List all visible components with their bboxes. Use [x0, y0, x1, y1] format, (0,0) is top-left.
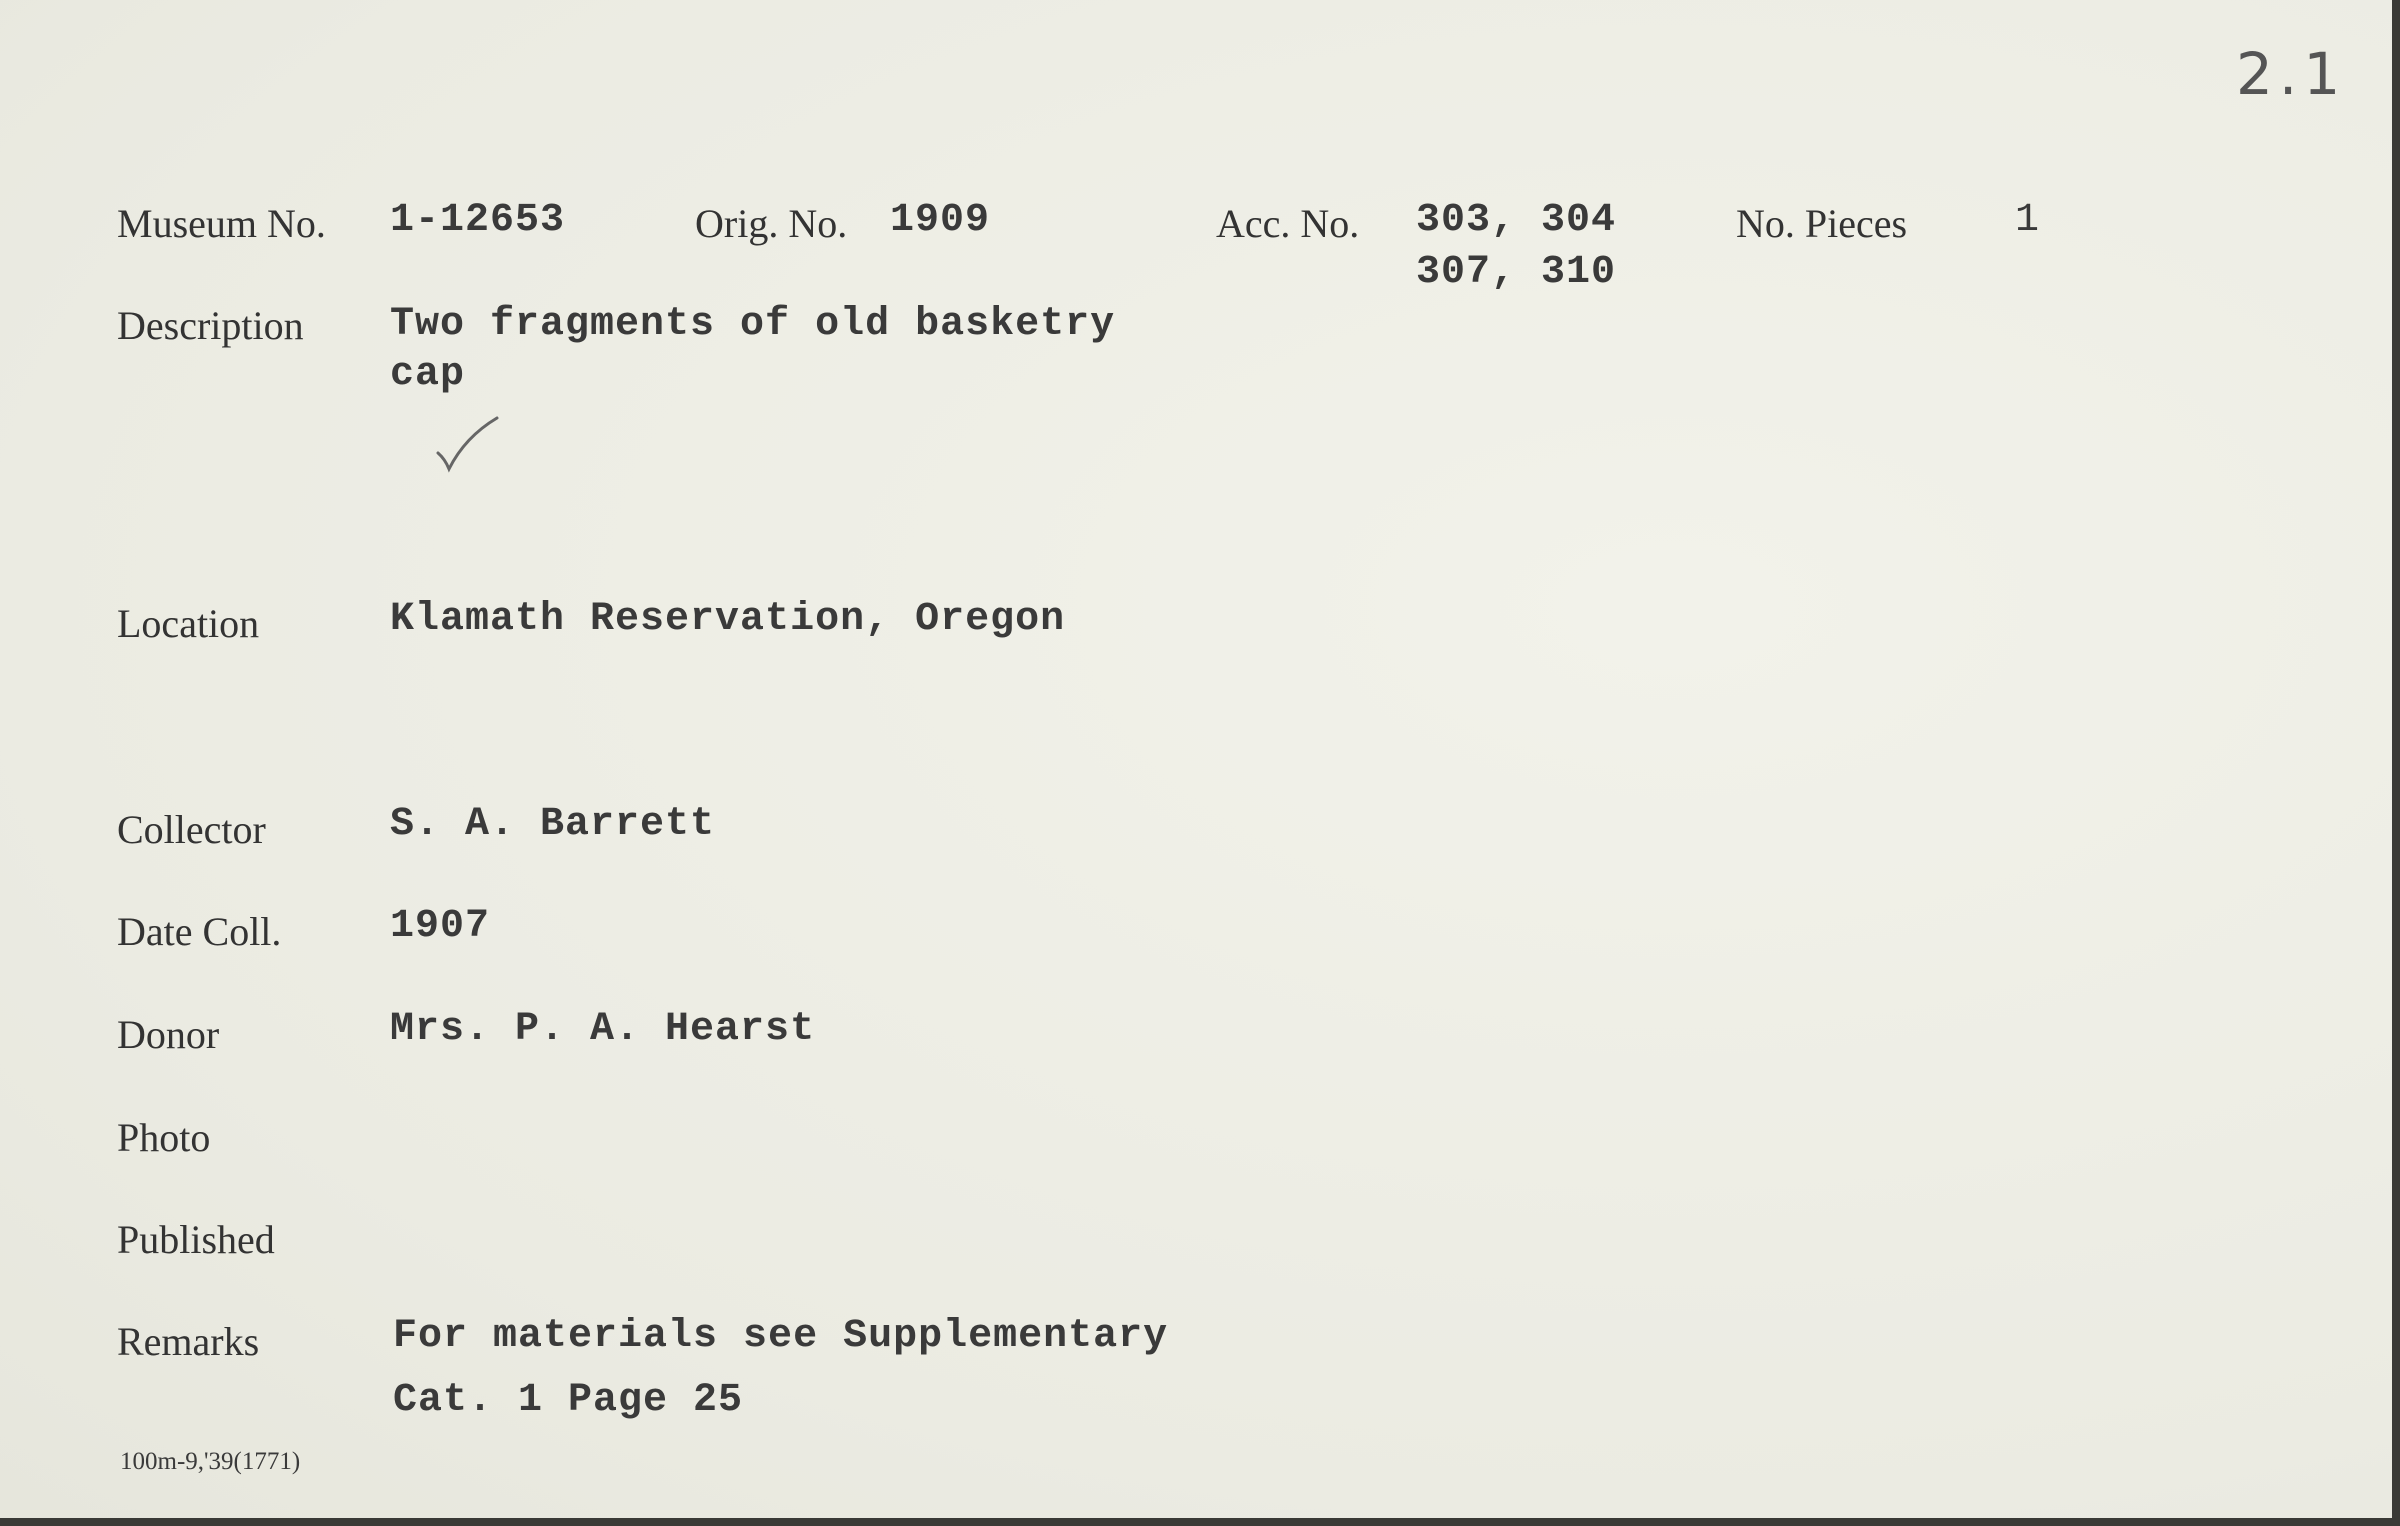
checkmark-icon [435, 415, 505, 475]
description-value-line1: Two fragments of old basketry [390, 302, 1116, 347]
remarks-label: Remarks [117, 1319, 260, 1364]
collector-label: Collector [117, 807, 266, 852]
donor-value: Mrs. P. A. Hearst [390, 1007, 816, 1052]
acc-no-label: Acc. No. [1216, 201, 1360, 246]
no-pieces-label: No. Pieces [1736, 201, 1908, 246]
remarks-value-line1: For materials see Supplementary [393, 1314, 1169, 1359]
location-label: Location [117, 601, 260, 646]
museum-no-value: 1-12653 [390, 198, 566, 243]
orig-no-value: 1909 [890, 198, 991, 243]
museum-no-label: Museum No. [117, 201, 326, 246]
remarks-value-line2: Cat. 1 Page 25 [393, 1378, 744, 1423]
acc-no-value-line1: 303, 304 [1416, 198, 1617, 243]
location-value: Klamath Reservation, Oregon [390, 597, 1066, 642]
form-code: 100m-9,'39(1771) [120, 1448, 301, 1475]
description-value-line2: cap [390, 352, 466, 397]
date-coll-value: 1907 [390, 904, 491, 949]
photo-label: Photo [117, 1115, 211, 1160]
no-pieces-value: 1 [2015, 198, 2041, 243]
corner-mark: 2.1 [2236, 40, 2347, 108]
collector-value: S. A. Barrett [390, 802, 716, 847]
acc-no-value-line2: 307, 310 [1416, 250, 1617, 295]
orig-no-label: Orig. No. [695, 201, 848, 246]
donor-label: Donor [117, 1012, 220, 1057]
description-label: Description [117, 303, 304, 348]
published-label: Published [117, 1217, 275, 1262]
date-coll-label: Date Coll. [117, 909, 282, 954]
